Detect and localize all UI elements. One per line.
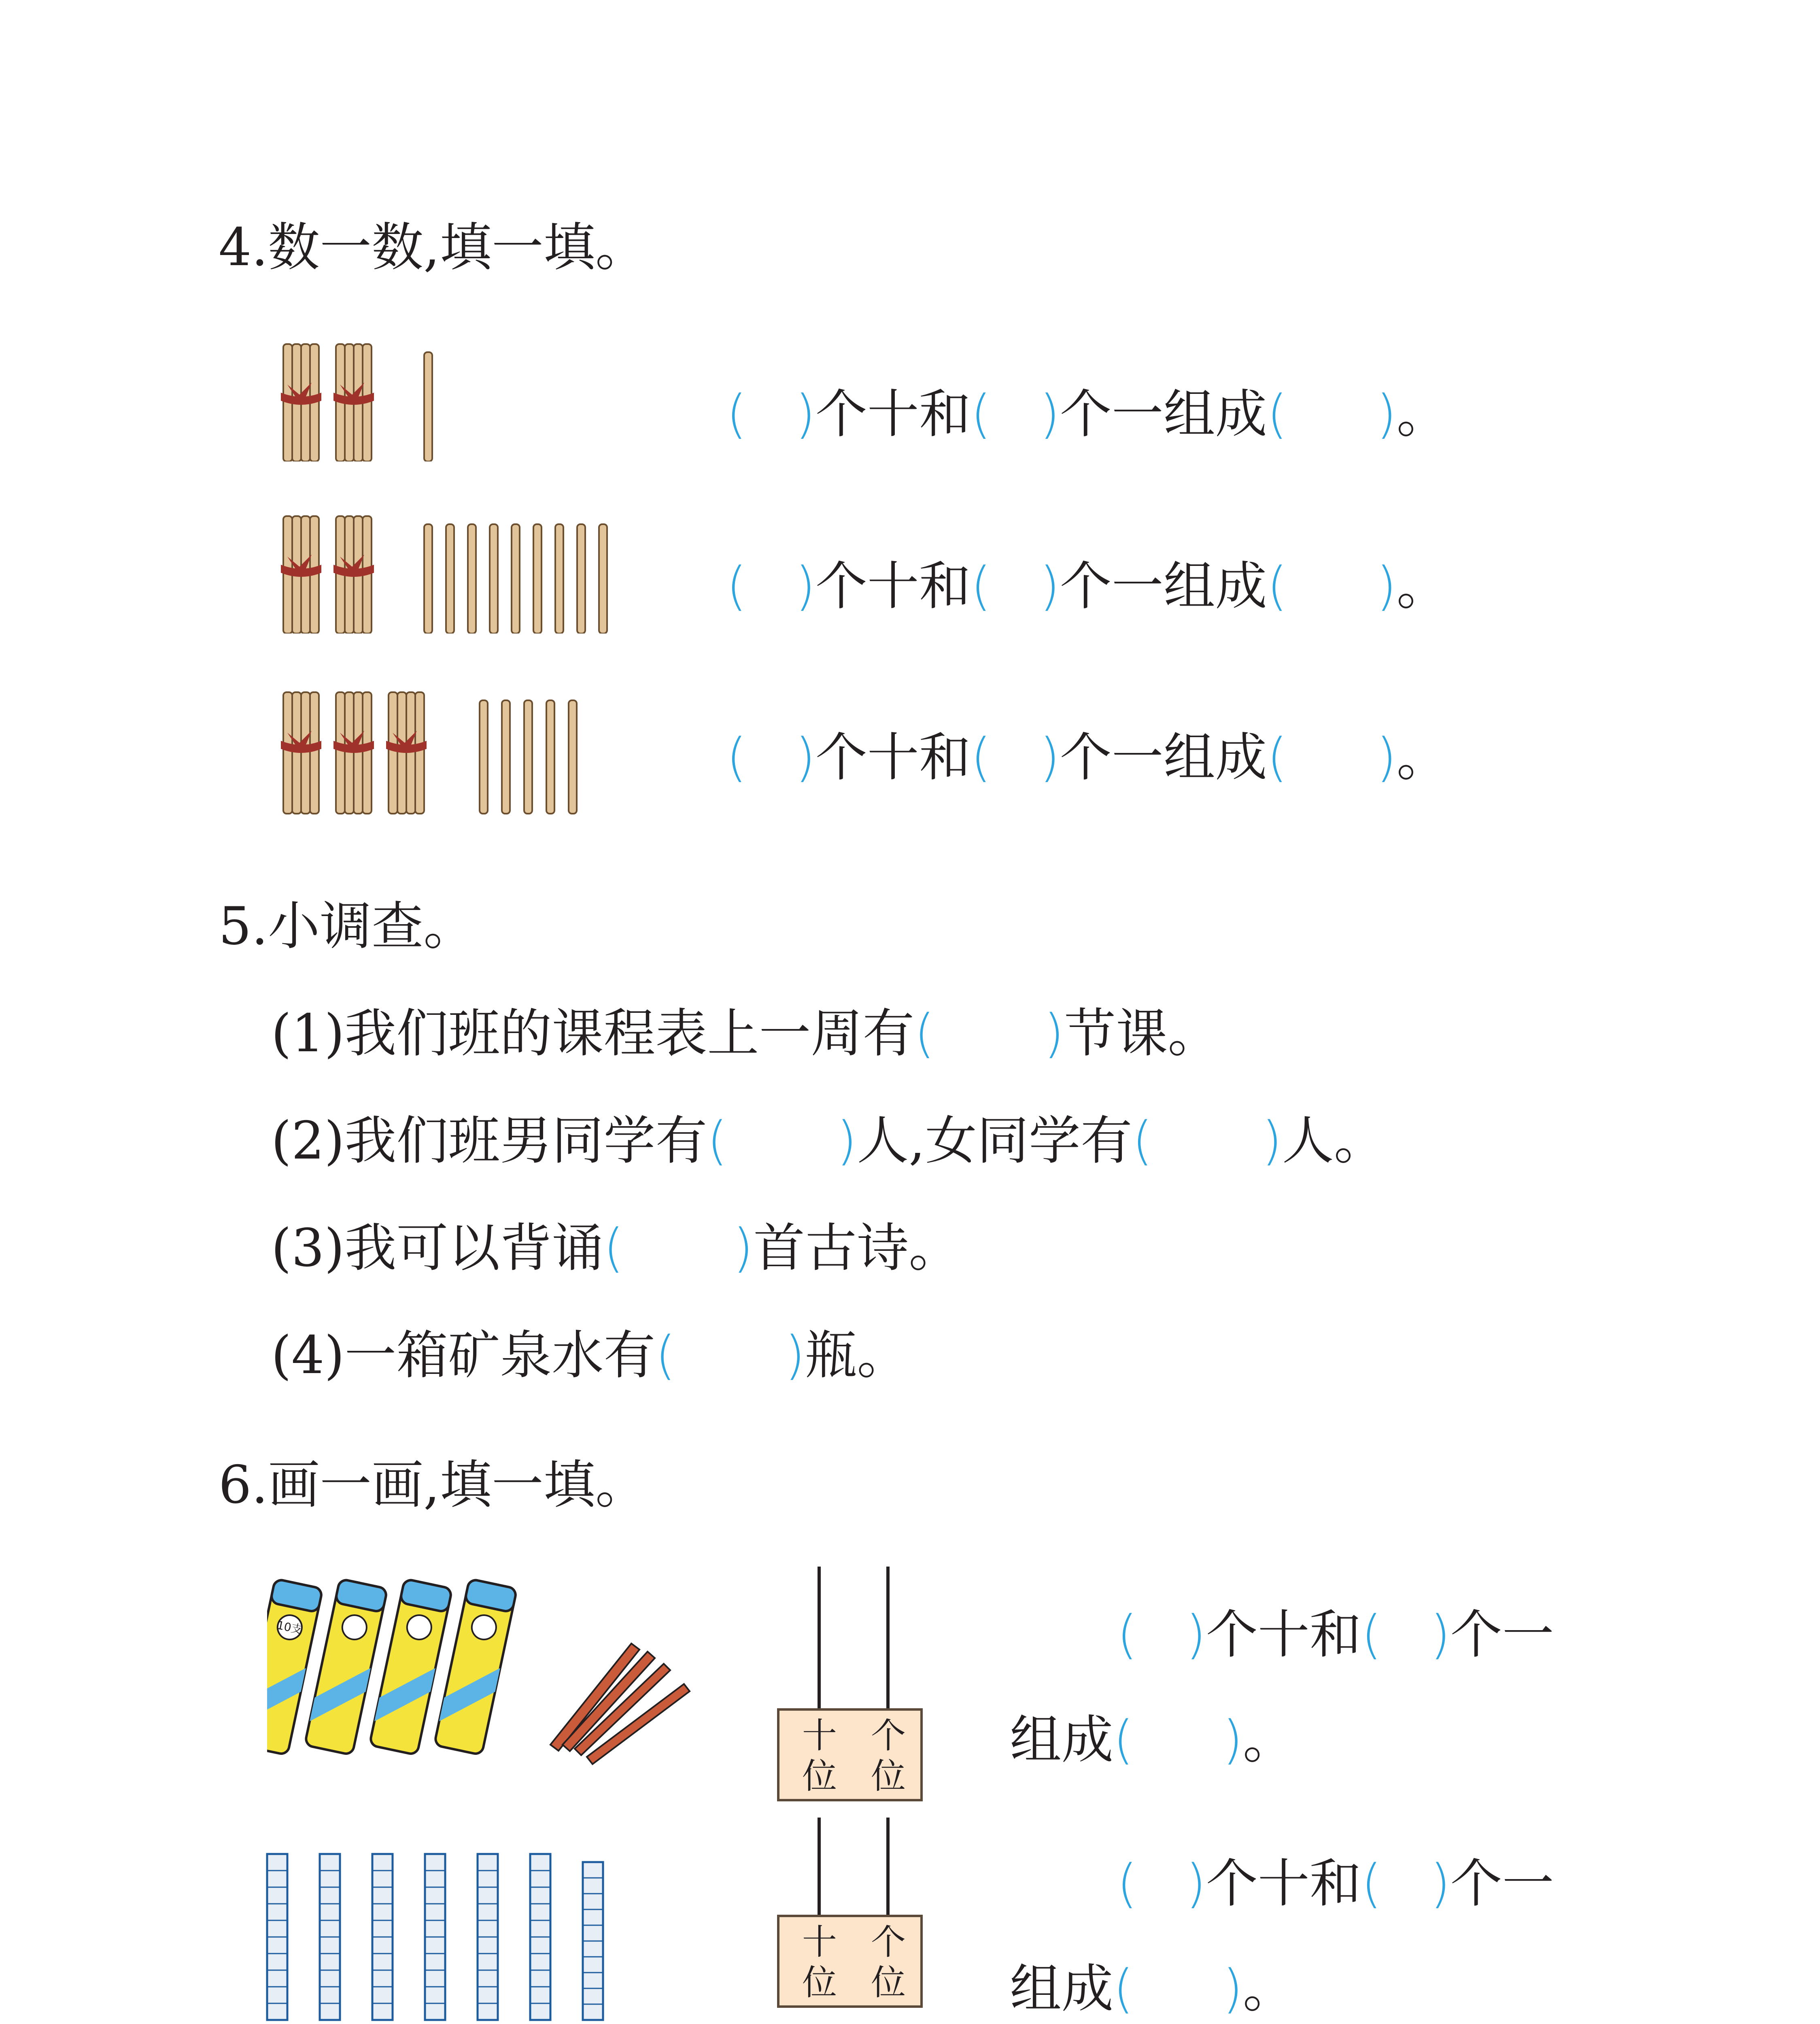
- q6-row-1-line-1: ( ) 个十和 ( ) 个一: [1117, 1605, 1554, 1665]
- q4-sticks-row-1: [275, 340, 639, 461]
- pencil-boxes-image: [267, 1571, 712, 1773]
- pencils-icon: [550, 1643, 690, 1764]
- place-value-chart-2: 十 个 位 位: [777, 1818, 931, 2024]
- place-value-chart-1: 十 个 位 位: [777, 1567, 931, 1805]
- stick-bundle-icon: [386, 692, 427, 814]
- q4-sticks-row-2: [275, 512, 639, 634]
- q4-sticks-row-3: [275, 684, 639, 822]
- q6-heading: 6.画一画,填一填。: [219, 1455, 647, 1515]
- stick-bundle-icon: [281, 692, 321, 814]
- q4-row-1: ( ) 个十和 ( ) 个一组成 ( ) 。: [726, 384, 1448, 444]
- q4-heading: 4.数一数,填一填。: [219, 217, 647, 278]
- single-sticks-icon: [424, 524, 607, 634]
- single-sticks-icon: [480, 700, 577, 814]
- cube-rods-image: [259, 1846, 623, 2024]
- q6-row-1-line-2: 组成 ( ) 。: [1010, 1710, 1295, 1770]
- q6-row-2-line-2: 组成 ( ) 。: [1010, 1959, 1295, 2019]
- q5-item-1: (1) 我们班的课程表上一周有 ( ) 节课。: [271, 1003, 1220, 1064]
- q6-row-2-line-1: ( ) 个十和 ( ) 个一: [1117, 1854, 1554, 1914]
- stick-bundle-icon: [281, 344, 321, 461]
- blank-close: ): [795, 384, 815, 444]
- q5-item-3: (3) 我可以背诵 ( ) 首古诗。: [271, 1218, 961, 1278]
- single-stick-icon: [424, 352, 432, 461]
- stick-bundle-icon: [333, 516, 374, 634]
- q5-item-2: (2) 我们班男同学有 ( ) 人,女同学有 ( ) 人。: [271, 1111, 1386, 1171]
- blank-open: (: [726, 384, 747, 444]
- svg-text:10支: 10支: [276, 1618, 304, 1637]
- stick-bundle-icon: [333, 344, 374, 461]
- stick-bundle-icon: [281, 516, 321, 634]
- q5-item-4: (4) 一箱矿泉水有 ( ) 瓶。: [271, 1325, 909, 1386]
- q5-heading: 5.小调查。: [219, 896, 476, 957]
- stick-bundle-icon: [333, 692, 374, 814]
- q4-row-3: ( ) 个十和 ( ) 个一组成 ( ) 。: [726, 727, 1448, 788]
- q4-row-2: ( ) 个十和 ( ) 个一组成 ( ) 。: [726, 556, 1448, 617]
